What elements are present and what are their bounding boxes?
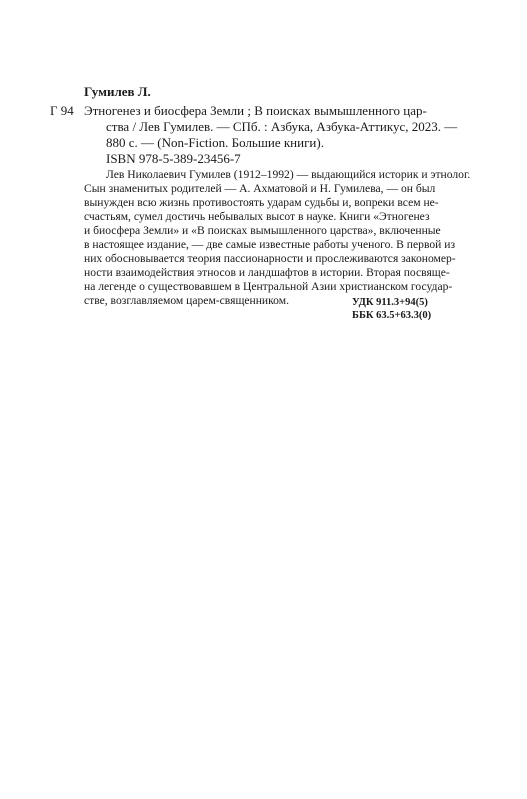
- annotation-line: счастьям, сумел достичь небывалых высот в науке. Книги «Этногенез: [84, 210, 430, 223]
- annotation-line: них обосновывается теория пассионарности и прослеживаются закономер-: [84, 252, 456, 265]
- classification-codes: [352, 296, 431, 322]
- annotation-line: и биосфера Земли» и «В поисках вымышленного царства», включенные: [84, 224, 441, 237]
- author-index-code: Г 94: [50, 103, 74, 118]
- bbk-code: ББК 63.5+63.3(0): [352, 310, 432, 321]
- isbn-number: ISBN 978-5-389-23456-7: [106, 151, 241, 166]
- udk-code: УДК 911.3+94(5): [352, 297, 428, 308]
- author-name: Гумилев Л.: [84, 84, 151, 99]
- bibliographic-line: 880 с. — (Non-Fiction. Большие книги).: [106, 135, 324, 150]
- bibliographic-line: Этногенез и биосфера Земли ; В поисках вымышленного цар-: [84, 103, 427, 118]
- annotation-text: [84, 168, 471, 308]
- bibliographic-line: ства / Лев Гумилев. — СПб. : Азбука, Азбука-Аттикус, 2023. —: [106, 119, 458, 134]
- annotation-line: вынужден всю жизнь противостоять ударам судьбы и, вопреки всем не-: [84, 196, 439, 209]
- bibliographic-description: [84, 103, 458, 151]
- annotation-line: в настоящее издание, — две самые известные работы ученого. В первой из: [84, 238, 456, 251]
- annotation-line: Лев Николаевич Гумилев (1912–1992) — выдающийся историк и этнолог.: [106, 168, 471, 181]
- annotation-line: ности взаимодействия этносов и ландшафтов в истории. Вторая посвяще-: [84, 266, 450, 279]
- annotation-line: Сын знаменитых родителей — А. Ахматовой и Н. Гумилева, — он был: [84, 182, 436, 195]
- annotation-line: стве, возглавляемом царем-священником.: [84, 294, 289, 307]
- annotation-line: на легенде о существовавшем в Центральной Азии христианском государ-: [84, 280, 453, 293]
